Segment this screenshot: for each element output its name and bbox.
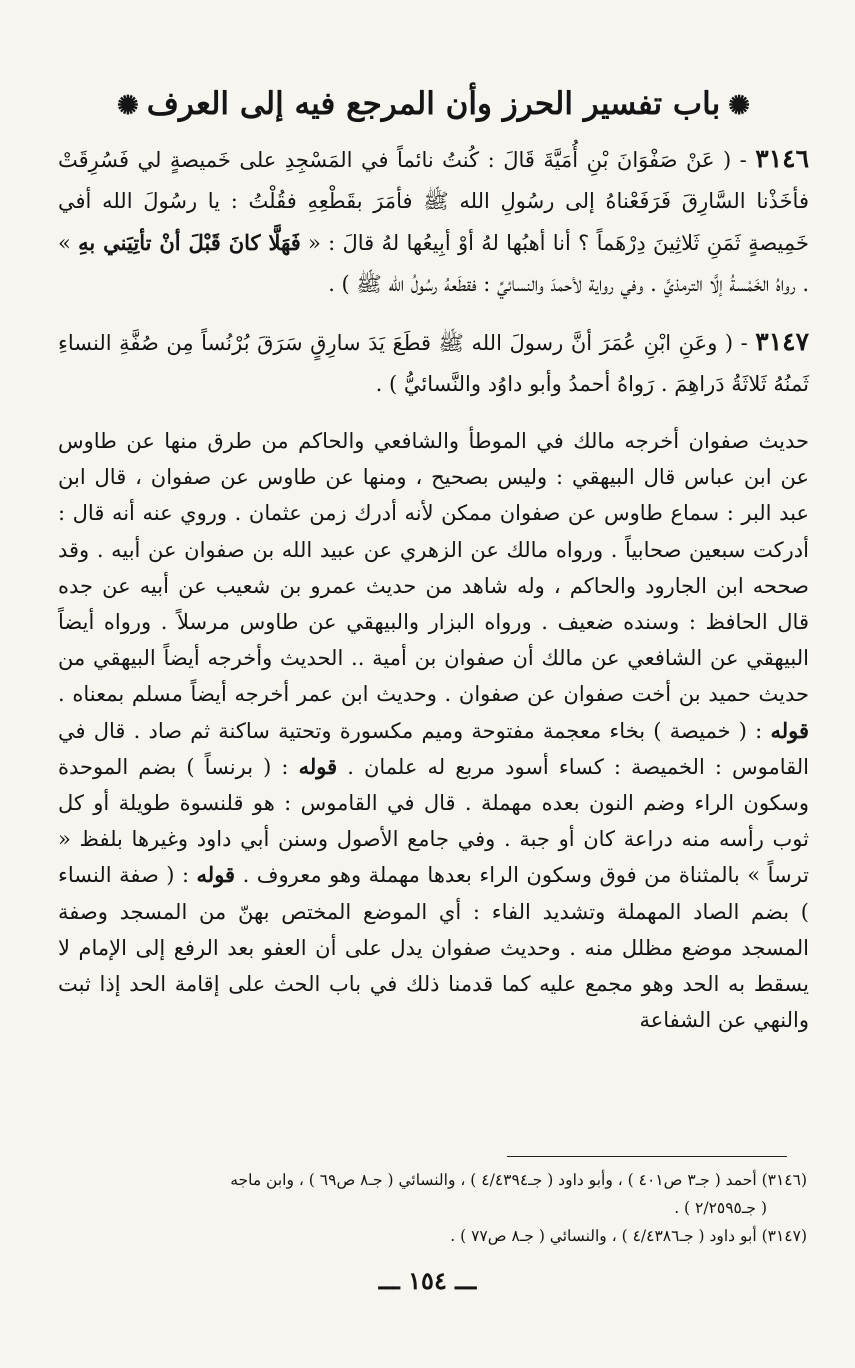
ornament-star-icon: ✺	[728, 91, 750, 121]
hadith-3147	[58, 321, 809, 405]
footnote-3146: (٣١٤٦) أحمد ( جـ٣ ص٤٠١ ) ، وأبو داود ( جـ٤/٤٣٩٤ ) ، والنسائي ( جـ٨ ص٦٩ ) ، وابن ماجه	[230, 1171, 807, 1189]
chapter-title-text: باب تفسير الحرز وأن المرجع فيه إلى العرف	[146, 86, 721, 122]
footnote-3146-continued: ( جـ٢/٢٥٩٥ ) .	[674, 1199, 767, 1217]
commentary-text: : ( خميصة ) بخاء معجمة مفتوحة وميم مكسورة وتحتية ساكنة ثم صاد . قال في القاموس : الخميصة : كساء أسود مربع له علمان .	[58, 718, 809, 779]
commentary	[58, 423, 809, 1038]
hadith-quote-bold: فَهَلَّا كانَ قَبْلَ أنْ تأتِيَني بهِ	[78, 230, 301, 255]
qawluhu-label: قوله	[196, 862, 236, 888]
ornament-star-icon: ✺	[116, 91, 139, 121]
commentary-text: : ( صفة النساء ) بضم الصاد المهملة وتشديد الفاء : أي الموضع المختص بهنّ من المسجد وصفة المسجد موضع مظلل منه . وحديث صفوان يدل على أن العفو بعد الرفع إلى الإمام لا يسقط به الحد وهو مجمع عليه كما قدمنا ذلك في باب الحث على إقامة الحد إذا ثبت والنهي عن الشفاعة	[58, 863, 809, 1033]
footnote-divider	[507, 1156, 787, 1157]
qawluhu-label: قوله	[298, 753, 338, 779]
footnotes	[47, 1168, 807, 1252]
qawluhu-label: قوله	[770, 717, 809, 743]
hadith-text: - ( عَنْ صَفْوَانَ بْنِ أُمَيَّةَ قَالَ : كُنتُ نائماً في المَسْجِدِ على خَميصةٍ لي فَسُرِقَتْ فأخَذْنا السَّارِقَ فَرَفَعْناهُ إلى رسُولِ الله ﷺ فأمَرَ بقَطْعِهِ فقُلْتُ : يا رسُولَ الله أفي خَمِيصةٍ ثَمَنِ ثَلاثِينَ دِرْهَماً ؟ أنا أهبُها لهُ أوْ أبِيعُها لهُ قالَ : «	[58, 148, 809, 255]
hadith-text: » . رواهُ الخَمْسةُ إلَّا الترمذيَّ . وفي رواية لأحمدَ والنسائيِّ : فقطَعهُ رسُولُ الله ﷺ ) .	[58, 231, 809, 296]
hadith-3146	[58, 138, 809, 305]
chapter-title	[58, 78, 809, 132]
hadith-number: ٣١٤٦	[755, 144, 809, 173]
commentary-text: : ( برنساً ) بضم الموحدة وسكون الراء وضم النون بعده مهملة . قال في القاموس : هو قلنسوة طويلة أو كل ثوب رأسه منه دراعة كان أو جبة . وفي جامع الأصول وسنن أبي داود وغيرها بلفظ « ترساً » بالمثناة من فوق وسكون الراء بعدها مهملة وهو معروف .	[58, 754, 810, 888]
footnote-3147: (٣١٤٧) أبو داود ( جـ٤/٤٣٨٦ ) ، والنسائي ( جـ٨ ص٧٧ ) .	[450, 1227, 807, 1245]
hadith-text: - ( وعَنِ ابْنِ عُمَرَ أنَّ رسولَ الله ﷺ قطَعَ يَدَ سارِقٍ سَرَقَ بُرْنُساً مِن صُفَّةِ النساءِ ثَمنُهُ ثَلاثَةُ دَراهِمَ . رَواهُ أحمدُ وأبو داوُد والنَّسائيُّ ) .	[58, 331, 809, 396]
commentary-text: حديث صفوان أخرجه مالك في الموطأ والشافعي والحاكم من طرق منها عن طاوس عن ابن عباس قال البيهقي : وليس بصحيح ، ومنها عن طاوس عن صفوان ، قال ابن عبد البر : سماع طاوس عن صفوان ممكن لأنه أدرك زمن عثمان . وروي عنه أنه قال : أدركت سبعين صحابياً . ورواه مالك عن الزهري عن عبيد الله بن صفوان عن أبيه . وقد صححه ابن الجارود والحاكم ، وله شاهد من حديث عمرو بن شعيب عن أبيه عن جده قال الحافظ : وسنده ضعيف . ورواه البزار والبيهقي عن طاوس مرسلاً . ورواه أيضاً البيهقي عن الشافعي عن مالك أن صفوان بن أمية .. الحديث وأخرجه أيضاً البيهقي من حديث حميد بن أخت صفوان عن صفوان . وحديث ابن عمر أخرجه أيضاً مسلم بمعناه .	[58, 429, 809, 707]
hadith-number: ٣١٤٧	[755, 327, 809, 356]
page-number: ـــ ١٥٤ ـــ	[378, 1266, 477, 1295]
